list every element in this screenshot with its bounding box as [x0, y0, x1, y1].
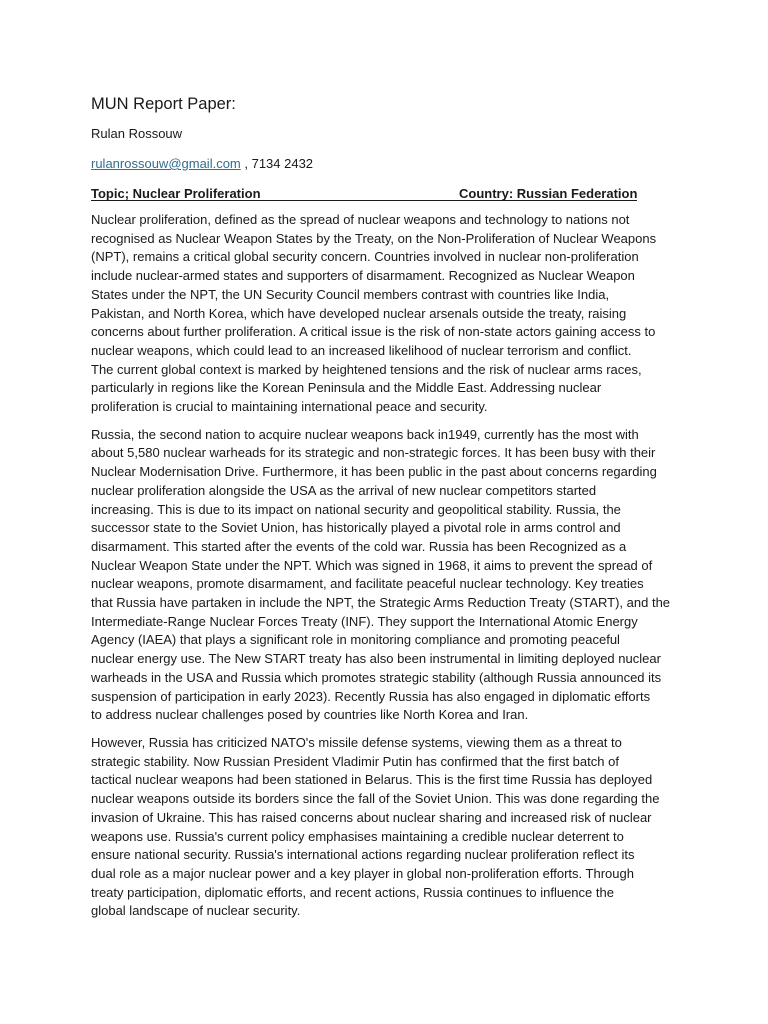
contact-line — [91, 155, 681, 173]
phone-number: , 7134 2432 — [240, 156, 314, 171]
country-label: Country: Russian Federation — [459, 186, 638, 201]
email-link[interactable]: rulanrossouw@gmail.com — [91, 156, 241, 171]
paragraph-russia-history: Russia, the second nation to acquire nuclear weapons back in1949, currently has the most with about 5,580 nuclear warheads for its strategic and non-strategic forces. It has been busy with their Nuclear Modernisation Drive. Furthermore, it has been public in the past about concerns regarding nuclear proliferation alongside the USA as the arrival of new nuclear competitors started increasing. This is due to its impact on national security and geopolitical stability. Russia, the successor state to the Soviet Union, has historically played a pivotal role in arms control and disarmament. This started after the events of the cold war. Russia has been Recognized as a Nuclear Weapon State under the NPT. Which was signed in 1968, it aims to prevent the spread of nuclear weapons, promote disarmament, and facilitate peaceful nuclear technology. Key treaties that Russia have partaken in include the NPT, the Strategic Arms Reduction Treaty (START), and the Intermediate-Range Nuclear Forces Treaty (INF). They support the International Atomic Energy Agency (IAEA) that plays a significant role in monitoring compliance and promoting peaceful nuclear energy use. The New START treaty has also been instrumental in limiting deployed nuclear warheads in the USA and Russia which promotes strategic stability (although Russia announced its suspension of participation in early 2023). Recently Russia has also engaged in diplomatic efforts to address nuclear challenges posed by countries like North Korea and Iran. — [91, 426, 671, 723]
topic-label: Topic; Nuclear Proliferation — [91, 186, 261, 201]
document-page — [91, 93, 681, 930]
author-name: Rulan Rossouw — [91, 126, 183, 141]
paragraph-intro: Nuclear proliferation, defined as the spread of nuclear weapons and technology to nations not recognised as Nuclear Weapon States by the Treaty, on the Non-Proliferation of Nuclear Weapons (NPT), remains a critical global security concern. Countries involved in nuclear non-proliferation include nuclear-armed states and supporters of disarmament. Recognized as Nuclear Weapon States under the NPT, the UN Security Council members contrast with countries like India, Pakistan, and North Korea, which have developed nuclear arsenals outside the treaty, raising concerns about further proliferation. A critical issue is the risk of non-state actors gaining access to nuclear weapons, which could lead to an increased likelihood of nuclear terrorism and conflict. The current global context is marked by heightened tensions and the risk of nuclear arms races, particularly in regions like the Korean Peninsula and the Middle East. Addressing nuclear proliferation is crucial to maintaining international peace and security. — [91, 212, 657, 415]
topic-country-row — [91, 185, 681, 203]
paragraph-russia-policy: However, Russia has criticized NATO's missile defense systems, viewing them as a threat to strategic stability. Now Russian President Vladimir Putin has confirmed that the first batch of tactical nuclear weapons had been stationed in Belarus. This is the first time Russia has deployed nuclear weapons outside its borders since the fall of the Soviet Union. This was done regarding the invasion of Ukraine. This has raised concerns about nuclear sharing and increased risk of nuclear weapons use. Russia's current policy emphasises maintaining a credible nuclear deterrent to ensure national security. Russia's international actions regarding nuclear proliferation reflect its dual role as a major nuclear power and a key player in global non-proliferation efforts. Through treaty participation, diplomatic efforts, and recent actions, Russia continues to influence the global landscape of nuclear security. — [91, 734, 660, 919]
document-title: MUN Report Paper: — [91, 95, 236, 113]
